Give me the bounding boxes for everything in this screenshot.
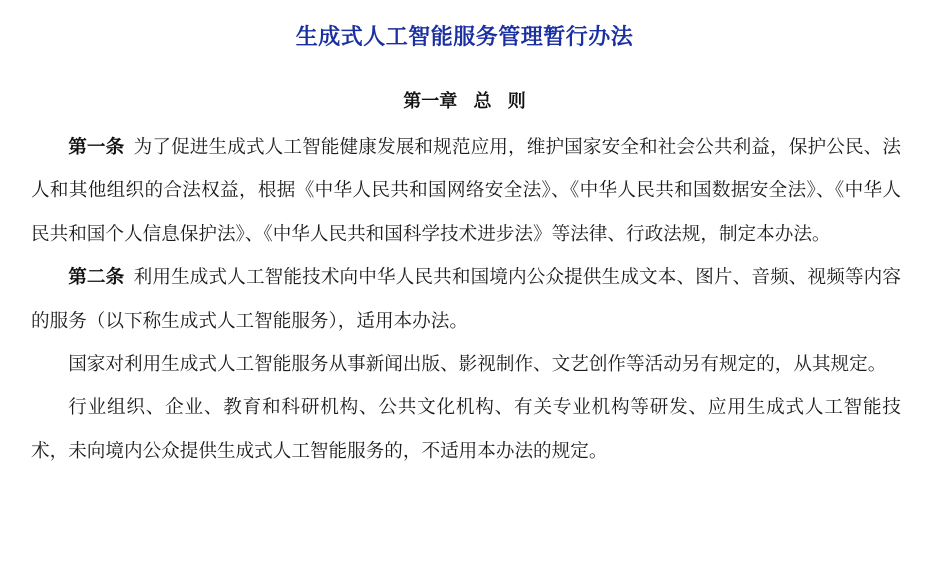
document-title: 生成式人工智能服务管理暂行办法: [295, 25, 634, 50]
article-2-text: 利用生成式人工智能技术向中华人民共和国境内公众提供生成文本、图片、音频、视频等内容的服务（以下称生成式人工智能服务），适用本办法。: [31, 267, 901, 332]
chapter-heading: 第一章 总 则: [403, 91, 526, 112]
article-1-text: 为了促进生成式人工智能健康发展和规范应用，维护国家安全和社会公共利益，保护公民、法人和其他组织的合法权益，根据《中华人民共和国网络安全法》、《中华人民共和国数据安全法》、《中华人民共和国个人信息保护法》、《中华人民共和国科学技术进步法》等法律、行政法规，制定本办法。: [31, 137, 901, 245]
article-1-label: 第一条: [68, 137, 125, 158]
article-2-paragraph: [31, 256, 901, 343]
article-2-clause-3: [31, 386, 901, 473]
article-2-clause-2-text: 国家对利用生成式人工智能服务从事新闻出版、影视制作、文艺创作等活动另有规定的，从其规定。: [68, 354, 887, 376]
document-body: [31, 126, 901, 473]
article-2-clause-2: [31, 343, 901, 386]
article-2-label: 第二条: [68, 267, 125, 289]
article-2-clause-3-text: 行业组织、企业、教育和科研机构、公共文化机构、有关专业机构等研发、应用生成式人工智能技术，未向境内公众提供生成式人工智能服务的，不适用本办法的规定。: [31, 397, 901, 462]
article-1-paragraph: [31, 126, 901, 256]
